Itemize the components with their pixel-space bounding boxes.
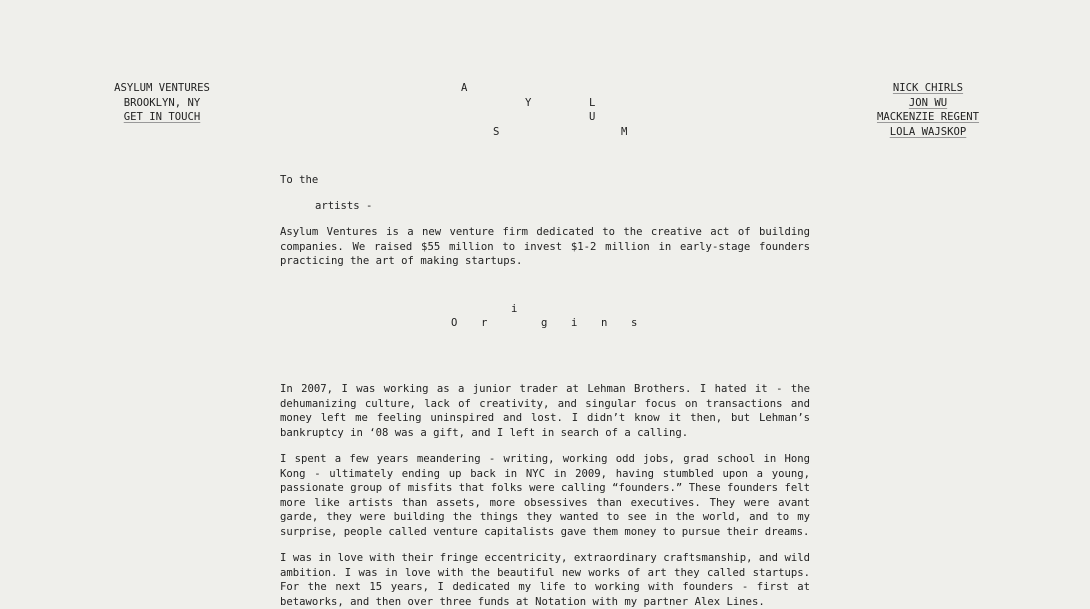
intro-artists: artists - bbox=[315, 200, 373, 212]
origins-letter: g bbox=[541, 317, 548, 329]
logo-letter: U bbox=[589, 111, 596, 123]
company-name: ASYLUM VENTURES bbox=[114, 82, 210, 94]
partner-link[interactable]: LOLA WAJSKOP bbox=[889, 125, 967, 138]
origins-letter: i bbox=[511, 303, 518, 315]
intro-paragraph: Asylum Ventures is a new venture firm dedicated to the creative act of building companies. We raised $55 million to invest $1-2 million in early-stage founders practicing the art of making startups. bbox=[280, 226, 810, 267]
logo-letter: M bbox=[621, 126, 628, 138]
origins-letter: i bbox=[571, 317, 578, 329]
logo-letter: Y bbox=[525, 97, 532, 109]
location: BROOKLYN, NY bbox=[123, 96, 201, 109]
logo-letter: A bbox=[461, 82, 468, 94]
story-paragraph: I spent a few years meandering - writing, working odd jobs, grad school in Hong Kong - ultimately ending up back in NYC in 2009, having stumbled upon a young, passionate group of misfits that folks were calling “founders.” These founders felt more like artists than assets, more obsessives than executives. They were avant garde, they were building the things they wanted to see in the world, and to my surprise, people called venture capitalists gave them money to pursue their dreams. bbox=[280, 453, 810, 538]
origins-letter: n bbox=[601, 317, 608, 329]
story-paragraph: I was in love with their fringe eccentricity, extraordinary craftsmanship, and wild ambition. I was in love with the beautiful new works of art they called startups. For the next 15 years, I dedicated my life to working with founders - first at betaworks, and then over three funds at Notation with my partner Alex Lines. bbox=[280, 552, 810, 608]
partner-link[interactable]: NICK CHIRLS bbox=[892, 82, 964, 94]
partner-link[interactable]: MACKENZIE REGENT bbox=[876, 111, 980, 123]
logo-letter: L bbox=[589, 97, 596, 109]
get-in-touch-link[interactable]: GET IN TOUCH bbox=[123, 111, 201, 123]
partner-link[interactable]: JON WU bbox=[908, 96, 948, 109]
story-paragraph: In 2007, I was working as a junior trader at Lehman Brothers. I hated it - the dehumanizing culture, lack of creativity, and singular focus on transactions and money left me feeling uninspired and lost. I didn’t know it then, but Lehman’s bankruptcy in ‘08 was a gift, and I left in search of a calling. bbox=[280, 383, 810, 439]
origins-letter: s bbox=[631, 317, 638, 329]
logo-letter: S bbox=[493, 126, 500, 138]
intro-salutation: To the bbox=[280, 174, 319, 186]
origins-letter: O bbox=[451, 317, 458, 329]
origins-letter: r bbox=[481, 317, 488, 329]
